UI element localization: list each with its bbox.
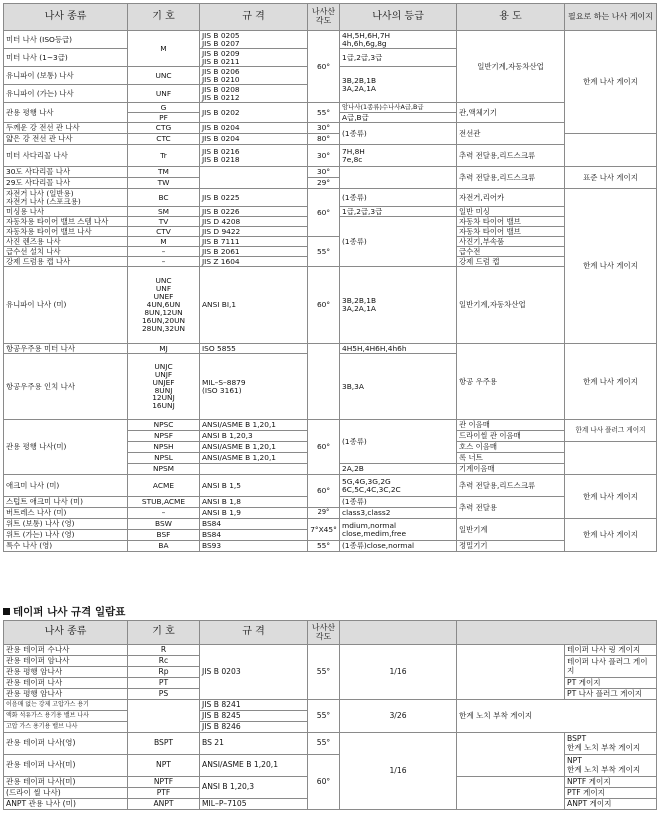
cell bbox=[340, 267, 457, 344]
cell: JIS B 8241 bbox=[200, 700, 308, 711]
cell: 55° bbox=[308, 733, 340, 755]
cell: 강제 드럼 캡 bbox=[457, 257, 565, 267]
cell-line: 한계 노치 부착 게이지 bbox=[567, 742, 641, 752]
cell bbox=[200, 67, 308, 85]
cell: 4H5H,4H6H,4h6h bbox=[340, 344, 457, 354]
cell bbox=[308, 344, 340, 420]
cell-line: 8UN,12UN bbox=[144, 307, 183, 317]
cell: Rp bbox=[128, 667, 200, 678]
cell: (1종류) bbox=[340, 189, 457, 207]
cell: class3,class2 bbox=[340, 508, 457, 519]
cell-line: JIS B 0212 bbox=[202, 92, 240, 102]
cell-line: NPT bbox=[567, 756, 582, 766]
cell: BSW bbox=[128, 519, 200, 530]
table-row bbox=[4, 123, 657, 134]
cell: PS bbox=[128, 689, 200, 700]
cell: 한계 나사 게이지 bbox=[565, 475, 657, 519]
cell: 추력 전달용,리드스크류 bbox=[457, 167, 565, 189]
cell: JIS Z 1604 bbox=[200, 257, 308, 267]
cell: ISO 5855 bbox=[200, 344, 308, 354]
cell: JIS D 9422 bbox=[200, 227, 308, 237]
cell: ANSI/ASME B 1,20,1 bbox=[200, 442, 308, 453]
cell: 추력 전달용 bbox=[457, 497, 565, 519]
cell: 60° bbox=[308, 31, 340, 103]
cell-line: JIS B 0210 bbox=[202, 74, 240, 84]
cell: JIS B 0225 bbox=[200, 189, 308, 207]
cell-line: 28UN,32UN bbox=[141, 323, 186, 333]
cell: NPT bbox=[128, 755, 200, 777]
cell-line: 8UNJ bbox=[154, 385, 173, 395]
cell: PF bbox=[128, 113, 200, 123]
cell: 암나사(1종류)수나사A급,B급 bbox=[340, 103, 457, 113]
cell: TV bbox=[128, 217, 200, 227]
cell: R bbox=[128, 645, 200, 656]
cell: 29° bbox=[308, 178, 340, 189]
cell-line: UNJEF bbox=[152, 377, 175, 387]
cell-line: UNC bbox=[155, 276, 172, 286]
table-row bbox=[4, 475, 657, 497]
cell: 관용 테이퍼 암나사 bbox=[4, 656, 128, 667]
cell: 자전거,리어카 bbox=[457, 189, 565, 207]
cell: 위트 (가는) 나사 (영) bbox=[4, 530, 128, 541]
cell bbox=[340, 475, 457, 497]
cell: 사진 렌즈용 나사 bbox=[4, 237, 128, 247]
cell: 관용 테이퍼 나사(미) bbox=[4, 755, 128, 777]
cell: 일반기계,자동차산업 bbox=[457, 31, 565, 103]
cell-line: 1/16 bbox=[389, 765, 407, 775]
cell: NPTF 게이지 bbox=[565, 777, 657, 788]
cell: 관용 테이퍼 나사(미) bbox=[4, 777, 128, 788]
cell: BS84 bbox=[200, 530, 308, 541]
cell: TM bbox=[128, 167, 200, 178]
cell: 얇은 강 전선 관 나사 bbox=[4, 134, 128, 145]
thread-spec-table bbox=[3, 3, 657, 552]
table-row bbox=[4, 237, 657, 247]
cell: 관용 테이퍼 나사(영) bbox=[4, 733, 128, 755]
cell bbox=[340, 733, 457, 810]
cell-line: 자전거 나사 (일반용) bbox=[6, 188, 74, 198]
cell: 일반기계 bbox=[457, 519, 565, 541]
cell: 7°X45° bbox=[308, 519, 340, 541]
cell-line: JIS B 0209 bbox=[202, 48, 240, 58]
cell bbox=[565, 755, 657, 777]
cell-line: (ISO 3161) bbox=[202, 385, 242, 395]
table-row bbox=[4, 167, 657, 178]
cell: 미터 나사 (ISO등급) bbox=[4, 31, 128, 49]
cell: 30° bbox=[308, 123, 340, 134]
cell: BA bbox=[128, 541, 200, 552]
cell-line: 16UNJ bbox=[152, 401, 175, 411]
cell-line: 12UNJ bbox=[152, 393, 175, 403]
cell: BS84 bbox=[200, 519, 308, 530]
cell: 55° bbox=[308, 541, 340, 552]
cell: 항공 우주용 bbox=[457, 344, 565, 420]
cell-line: 6C,5C,4C,3C,2C bbox=[342, 484, 401, 494]
cell: MJ bbox=[128, 344, 200, 354]
cell: ACME bbox=[128, 475, 200, 497]
cell: 관용 테이퍼 수나사 bbox=[4, 645, 128, 656]
cell: 유니파이 나사 (미) bbox=[4, 267, 128, 344]
cell: 1/16 bbox=[340, 645, 457, 700]
cell: 강제 드럼용 캡 나사 bbox=[4, 257, 128, 267]
cell-line: 3B,2B,1B bbox=[342, 296, 377, 306]
cell: 사진기,부속품 bbox=[457, 237, 565, 247]
cell: 55° bbox=[308, 103, 340, 123]
cell-line: JIS B 0207 bbox=[202, 38, 240, 48]
cell: 한계 나사 게이지 bbox=[565, 344, 657, 420]
cell: 두께운 강 전선 관 나사 bbox=[4, 123, 128, 134]
cell: 관용 평행 나사 bbox=[4, 103, 128, 123]
cell: BSPT bbox=[128, 733, 200, 755]
cell: 유니파이 (가는) 나사 bbox=[4, 85, 128, 103]
column-header: 규 격 bbox=[200, 621, 308, 645]
cell: BC bbox=[128, 189, 200, 207]
square-bullet-icon bbox=[3, 608, 10, 615]
cell: 관 이음매 bbox=[457, 420, 565, 431]
column-header: 규 격 bbox=[200, 4, 308, 31]
cell: 자동차 타이어 밸브 bbox=[457, 227, 565, 237]
cell bbox=[200, 145, 308, 167]
cell: 급수전 bbox=[457, 247, 565, 257]
cell bbox=[200, 354, 308, 420]
cell: 관용 테이퍼 나사 bbox=[4, 678, 128, 689]
table-row bbox=[4, 700, 657, 711]
cell-line: UNJC bbox=[154, 361, 173, 371]
table-row bbox=[4, 733, 657, 755]
cell-line: MIL–S–8879 bbox=[202, 377, 246, 387]
column-header bbox=[457, 621, 657, 645]
cell: PT 게이지 bbox=[565, 678, 657, 689]
cell: 한계 나사 플러그 게이지 bbox=[565, 420, 657, 442]
column-header: 기 호 bbox=[128, 621, 200, 645]
cell bbox=[340, 519, 457, 541]
cell: ANPT 관용 나사 (미) bbox=[4, 799, 128, 810]
cell: PTF bbox=[128, 788, 200, 799]
cell: 드라이씰 관 이음매 bbox=[457, 431, 565, 442]
cell: (1종류) bbox=[340, 420, 457, 464]
cell: NPSM bbox=[128, 464, 200, 475]
cell: 한계 나사 게이지 bbox=[565, 189, 657, 344]
cell: 테이퍼 나사 링 게이지 bbox=[565, 645, 657, 656]
cell-line: UNJF bbox=[154, 369, 173, 379]
cell: 한계 나사 게이지 bbox=[565, 31, 657, 134]
cell: STUB,ACME bbox=[128, 497, 200, 508]
cell-line: UNF bbox=[155, 284, 172, 294]
cell: 자동차 타이어 밸브 bbox=[457, 217, 565, 227]
column-header: 나사 종류 bbox=[4, 621, 128, 645]
cell-line: 7H,8H bbox=[342, 146, 365, 156]
cell: 60° bbox=[308, 755, 340, 810]
cell: 록 너트 bbox=[457, 453, 565, 464]
cell bbox=[200, 31, 308, 49]
cell: CTC bbox=[128, 134, 200, 145]
cell: 애크미 나사 (미) bbox=[4, 475, 128, 497]
table-row bbox=[4, 344, 657, 354]
cell: 30° bbox=[308, 167, 340, 178]
cell: 55° bbox=[308, 700, 340, 733]
cell: 관용 평행 암나사 bbox=[4, 689, 128, 700]
cell: 일반 미싱 bbox=[457, 207, 565, 217]
cell: 미터 나사 (1~3급) bbox=[4, 49, 128, 67]
cell: ANPT bbox=[128, 799, 200, 810]
cell: ANSI B 1,5 bbox=[200, 475, 308, 497]
cell: JIS B 8246 bbox=[200, 722, 308, 733]
column-header: 용 도 bbox=[457, 4, 565, 31]
cell: 55° bbox=[308, 645, 340, 700]
cell: 급수선 설치 나사 bbox=[4, 247, 128, 257]
cell-line: JIS B 0216 bbox=[202, 146, 240, 156]
cell: (1종류) bbox=[340, 217, 457, 267]
cell: 항공우주용 인치 나사 bbox=[4, 354, 128, 420]
cell-line: 3A,2A,1A bbox=[342, 304, 376, 313]
cell-line: 4H,5H,6H,7H bbox=[342, 30, 391, 40]
cell: SM bbox=[128, 207, 200, 217]
cell: JIS B 0202 bbox=[200, 103, 308, 123]
cell: 미싱용 나사 bbox=[4, 207, 128, 217]
cell: JIS B 2061 bbox=[200, 247, 308, 257]
cell bbox=[128, 700, 200, 733]
table-row bbox=[4, 267, 657, 344]
cell-line: 4h,6h,6g,8g bbox=[342, 38, 387, 48]
table-row bbox=[4, 145, 657, 167]
cell: Rc bbox=[128, 656, 200, 667]
cell-line: 한계 노치 부착 게이지 bbox=[567, 764, 641, 774]
cell: 일반기계,자동차산업 bbox=[457, 267, 565, 344]
cell-line: 3A,2A,1A bbox=[342, 83, 376, 93]
cell: 2A,2B bbox=[340, 464, 457, 475]
cell bbox=[565, 733, 657, 755]
cell: JIS B 0204 bbox=[200, 123, 308, 134]
cell: 자동차용 타이어 밸브 스템 나사 bbox=[4, 217, 128, 227]
cell bbox=[128, 354, 200, 420]
cell: 테이퍼 나사 플러그 게이지 bbox=[565, 656, 657, 678]
taper-thread-table-wrapper bbox=[3, 620, 656, 810]
cell: PT 나사 플러그 게이지 bbox=[565, 689, 657, 700]
cell: TW bbox=[128, 178, 200, 189]
cell: A급,B급 bbox=[340, 113, 457, 123]
cell bbox=[128, 267, 200, 344]
table-row bbox=[4, 103, 657, 113]
cell: 3/26 bbox=[340, 700, 457, 733]
cell: 기계이음매 bbox=[457, 464, 565, 475]
cell: M bbox=[128, 237, 200, 247]
cell: 29° bbox=[308, 508, 340, 519]
cell bbox=[4, 189, 128, 207]
cell: 30° bbox=[308, 145, 340, 167]
cell: CTV bbox=[128, 227, 200, 237]
taper-thread-table bbox=[3, 620, 657, 810]
cell: 스텁트 애크미 나사 (미) bbox=[4, 497, 128, 508]
cell: ANSI B 1,9 bbox=[200, 508, 308, 519]
cell-line: 4UN,6UN bbox=[146, 300, 181, 309]
cell: ANPT 게이지 bbox=[565, 799, 657, 810]
cell bbox=[340, 31, 457, 49]
cell bbox=[200, 167, 308, 189]
table-row bbox=[4, 31, 657, 49]
cell: JIS B 0204 bbox=[200, 134, 308, 145]
cell: 액화 석유가스 용기용 밸브 나사 bbox=[4, 711, 128, 722]
table-row bbox=[4, 189, 657, 207]
cell: 한계 나사 게이지 bbox=[565, 519, 657, 552]
cell: (드라이 씰 나사) bbox=[4, 788, 128, 799]
cell: JIS B 7111 bbox=[200, 237, 308, 247]
cell: – bbox=[128, 508, 200, 519]
column-header: 나사산 각도 bbox=[308, 621, 340, 645]
cell: NPSF bbox=[128, 431, 200, 442]
cell bbox=[565, 134, 657, 167]
cell: 버트레스 나사 (미) bbox=[4, 508, 128, 519]
cell: ANSI B 1,20,3 bbox=[200, 777, 308, 799]
cell bbox=[340, 145, 457, 167]
cell: 특수 나사 (영) bbox=[4, 541, 128, 552]
cell bbox=[200, 464, 308, 475]
cell: JIS B 0203 bbox=[200, 645, 308, 700]
cell bbox=[457, 733, 565, 777]
cell: 30도 사다리꼴 나사 bbox=[4, 167, 128, 178]
section-title bbox=[3, 604, 125, 619]
cell: NPSC bbox=[128, 420, 200, 431]
section-title-text: 테이퍼 나사 규격 일람표 bbox=[13, 606, 126, 618]
column-header: 기 호 bbox=[128, 4, 200, 31]
cell: 유니파이 (보통) 나사 bbox=[4, 67, 128, 85]
cell: – bbox=[128, 247, 200, 257]
cell: JIS B 8245 bbox=[200, 711, 308, 722]
cell: 추력 전달용,리드스크류 bbox=[457, 145, 565, 167]
cell-line: 자전거 나사 (스포크용) bbox=[6, 196, 81, 206]
cell: NPSH bbox=[128, 442, 200, 453]
cell-line: UNEF bbox=[153, 292, 174, 302]
cell-line: mdium,normal bbox=[342, 520, 397, 530]
cell: 미터 사다리꼴 나사 bbox=[4, 145, 128, 167]
table-row bbox=[4, 519, 657, 530]
cell: BS 21 bbox=[200, 733, 308, 755]
cell: 항공우주용 미터 나사 bbox=[4, 344, 128, 354]
cell: G bbox=[128, 103, 200, 113]
cell bbox=[200, 49, 308, 67]
table-row bbox=[4, 420, 657, 431]
column-header bbox=[340, 621, 457, 645]
cell: M bbox=[128, 31, 200, 67]
cell bbox=[457, 645, 565, 700]
cell: BSF bbox=[128, 530, 200, 541]
cell: 관,액체기기 bbox=[457, 103, 565, 123]
cell: CTG bbox=[128, 123, 200, 134]
cell bbox=[565, 442, 657, 475]
cell: 한계 노치 부착 게이지 bbox=[457, 700, 657, 733]
cell-line: JIS B 0208 bbox=[202, 84, 240, 94]
cell: ANSI B 1,20,3 bbox=[200, 431, 308, 442]
cell: 관용 평행 암나사 bbox=[4, 667, 128, 678]
table-header-row bbox=[4, 4, 657, 31]
cell: 위트 (보통) 나사 (영) bbox=[4, 519, 128, 530]
cell: 추력 전달용,리드스크류 bbox=[457, 475, 565, 497]
cell: 29도 사다리꼴 나사 bbox=[4, 178, 128, 189]
cell: (1종류) bbox=[340, 123, 457, 145]
cell: 1급,2급,3급 bbox=[340, 207, 457, 217]
cell-line: 7e,8c bbox=[342, 154, 363, 164]
cell: (1종류)close,normal bbox=[340, 541, 457, 552]
cell-line: 16UN,20UN bbox=[141, 315, 186, 325]
cell: BS93 bbox=[200, 541, 308, 552]
cell: MIL–P–7105 bbox=[200, 799, 308, 810]
cell: 자동차용 타이어 밸브 나사 bbox=[4, 227, 128, 237]
cell: – bbox=[128, 257, 200, 267]
thread-spec-table bbox=[3, 3, 656, 552]
cell: 표준 나사 게이지 bbox=[565, 167, 657, 189]
cell: ANSI/ASME B 1,20,1 bbox=[200, 453, 308, 464]
cell bbox=[200, 85, 308, 103]
column-header: 나사의 등급 bbox=[340, 4, 457, 31]
cell: UNF bbox=[128, 85, 200, 103]
cell: JIS D 4208 bbox=[200, 217, 308, 227]
table-row bbox=[4, 541, 657, 552]
cell bbox=[457, 777, 565, 810]
cell: PTF 게이지 bbox=[565, 788, 657, 799]
cell: 호스 이음매 bbox=[457, 442, 565, 453]
cell bbox=[340, 67, 457, 103]
cell-line: JIS B 0218 bbox=[202, 154, 240, 164]
cell-line: JIS B 0206 bbox=[202, 66, 240, 76]
cell: 80° bbox=[308, 134, 340, 145]
cell: 정밀기기 bbox=[457, 541, 565, 552]
cell: (1종류) bbox=[340, 497, 457, 508]
cell: 55° bbox=[308, 237, 340, 267]
cell-line: JIS B 0205 bbox=[202, 30, 240, 40]
cell: ANSI BI,1 bbox=[200, 267, 308, 344]
cell: 3B,3A bbox=[340, 354, 457, 420]
cell: 60° bbox=[308, 475, 340, 508]
table-header-row bbox=[4, 621, 657, 645]
cell: NPTF bbox=[128, 777, 200, 788]
cell-line: close,medim,free bbox=[342, 528, 406, 538]
cell-line: JIS B 0211 bbox=[202, 56, 240, 66]
cell: 관용 평행 나사(미) bbox=[4, 420, 128, 475]
cell-line: 5G,4G,3G,2G bbox=[342, 476, 391, 486]
cell-line: 3B,2B,1B bbox=[342, 75, 377, 85]
column-header: 필요로 하는 나사 게이지 bbox=[565, 4, 657, 31]
cell: NPSL bbox=[128, 453, 200, 464]
cell: 60° bbox=[308, 420, 340, 475]
cell: PT bbox=[128, 678, 200, 689]
cell: 1급,2급,3급 bbox=[340, 49, 457, 67]
cell: 고압 가스 용기용 밸브 나사 bbox=[4, 722, 128, 733]
cell: 전선관 bbox=[457, 123, 565, 145]
cell bbox=[340, 167, 457, 189]
cell: 60° bbox=[308, 267, 340, 344]
cell: ANSI/ASME B 1,20,1 bbox=[200, 755, 308, 777]
cell: ANSI/ASME B 1,20,1 bbox=[200, 420, 308, 431]
column-header: 나사 종류 bbox=[4, 4, 128, 31]
column-header: 나사산 각도 bbox=[308, 4, 340, 31]
cell: Tr bbox=[128, 145, 200, 167]
cell: 이음매 없는 강제 고압가스 용기 bbox=[4, 700, 128, 711]
table-row bbox=[4, 645, 657, 656]
cell-line: BSPT bbox=[567, 734, 587, 744]
cell: 60° bbox=[308, 189, 340, 237]
cell: JIS B 0226 bbox=[200, 207, 308, 217]
cell: ANSI B 1,8 bbox=[200, 497, 308, 508]
cell: UNC bbox=[128, 67, 200, 85]
